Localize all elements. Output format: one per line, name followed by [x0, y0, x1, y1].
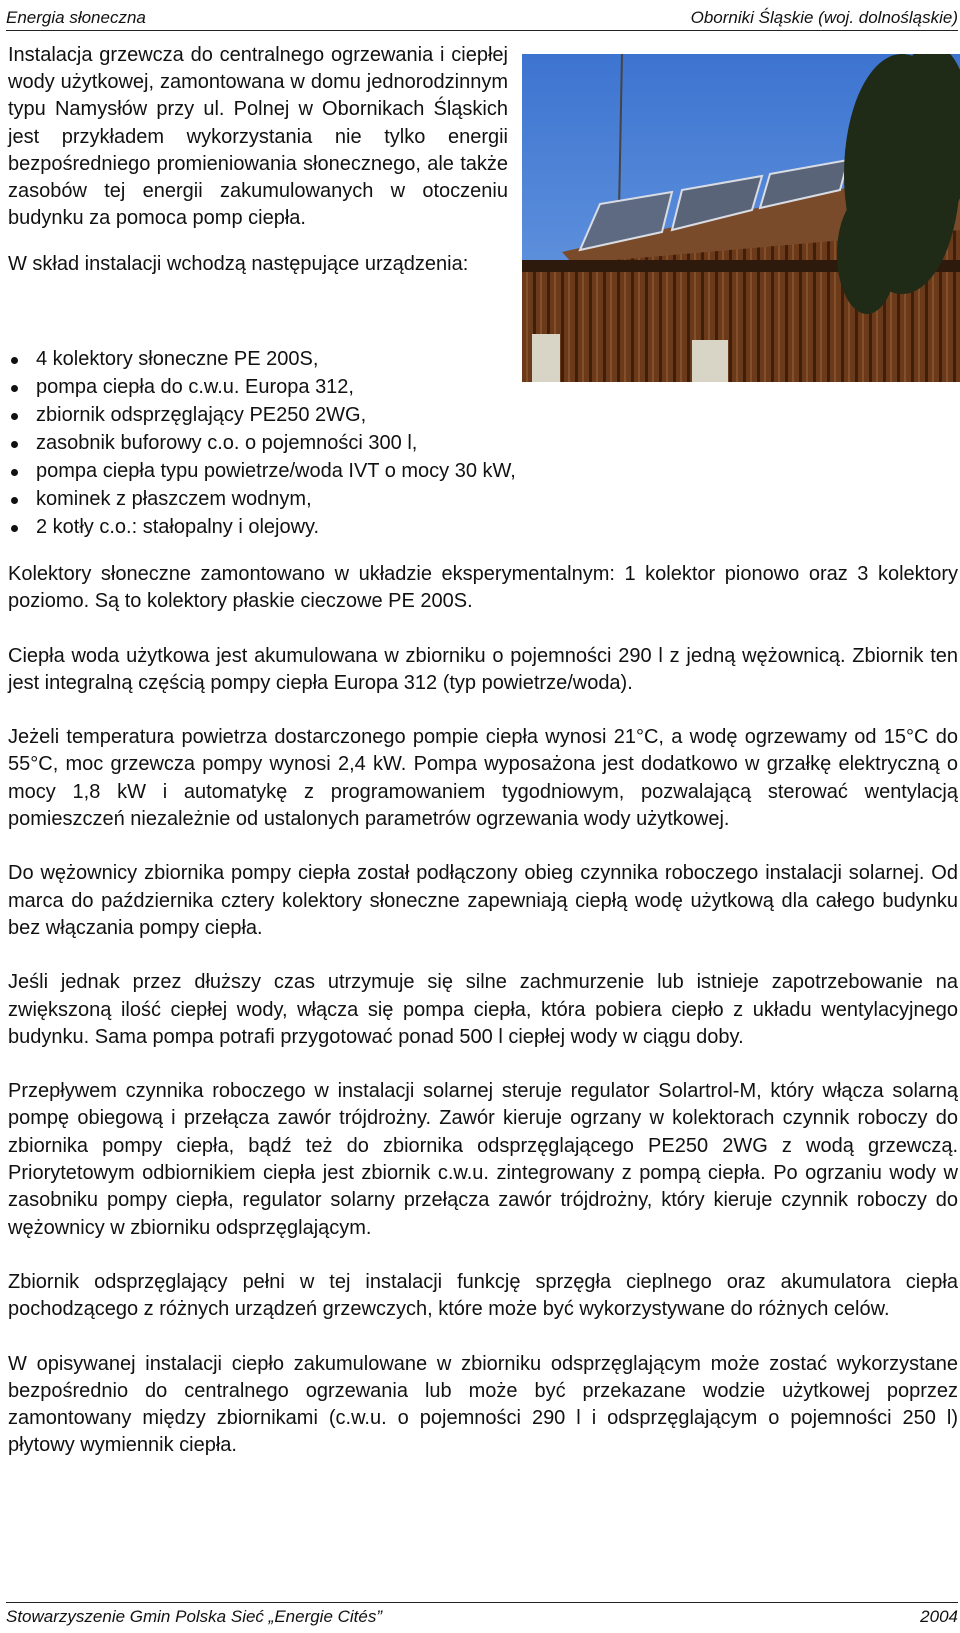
list-item: 4 kolektory słoneczne PE 200S,: [8, 345, 708, 373]
list-item: pompa ciepła typu powietrze/woda IVT o mocy 30 kW,: [8, 457, 708, 485]
header-title: Energia słoneczna: [6, 8, 146, 27]
device-list-lead: W skład instalacji wchodzą następujące urządzenia:: [8, 253, 469, 276]
list-item: zasobnik buforowy c.o. o pojemności 300 l,: [8, 429, 708, 457]
list-item: zbiornik odsprzęglający PE250 2WG,: [8, 401, 708, 429]
paragraph-buffer: Zbiornik odsprzęglający pełni w tej instalacji funkcję sprzęgła cieplnego oraz akumulatora ciepła pochodzącego z różnych urządzeń grzewczych, które może być wykorzystywane do różnych celów.: [8, 1270, 958, 1321]
paragraph-exchanger: W opisywanej instalacji ciepło zakumulowane w zbiorniku odsprzęglającym może zostać wykorzystane bezpośrednio do centralnego ogrzewania lub może być przekazane wodzie użytkowej poprzez zamontowany między zbiornikami (c.w.u. o pojemności 290 l i odsprzęglającym o pojemności 250 l) płytowy wymiennik ciepła.: [8, 1352, 958, 1457]
footer-publisher: Stowarzyszenie Gmin Polska Sieć „Energie Cités”: [6, 1607, 383, 1626]
footer-year: 2004: [920, 1607, 958, 1626]
house-photo-illustration: [522, 54, 960, 382]
house-solar-photo: [522, 54, 960, 382]
header-location: Oborniki Śląskie (woj. dolnośląskie): [690, 8, 958, 27]
running-header: [6, 2, 958, 31]
intro-section: [8, 42, 508, 279]
list-item: 2 kotły c.o.: stałopalny i olejowy.: [8, 513, 708, 541]
device-list: [8, 345, 708, 541]
paragraph-regulator: Przepływem czynnika roboczego w instalacji solarnej steruje regulator Solartrol-M, który włącza solarną pompę obiegową i przełącza zawór trójdrożny. Zawór kieruje ogrzany w kolektorach czynnik roboczy do zbiornika pompy ciepła, bądź też do zbiornika odsprzęglającego PE250 2WG z wodą grzewczą. Priorytetowym odbiornikiem ciepła jest zbiornik c.w.u. zintegrowany z pompą ciepła. Po ogrzaniu wody w zasobniku pompy ciepła, regulator solarny przełącza zawór trójdrożny, który kieruje czynnik roboczy do wężownicy w zbiorniku odsprzęglającym.: [8, 1080, 958, 1239]
paragraph-heat-pump: Jeżeli temperatura powietrza dostarczonego pompie ciepła wynosi 21°C, a wodę ogrzewamy od 15°C do 55°C, moc grzewcza pompy wynosi 2,4 kW. Pompa wyposażona jest dodatkowo w grzałkę elektryczną o mocy 1,8 kW i automatykę z programowaniem tygodniowym, pozwalającą sterować wentylacją pomieszczeń niezależnie od ustalonych parametrów ogrzewania wody użytkowej.: [8, 726, 958, 831]
paragraph-solar-loop: Do wężownicy zbiornika pompy ciepła został podłączony obieg czynnika roboczego instalacji solarnej. Od marca do października cztery kolektory słoneczne zapewniają ciepłą wodę użytkową dla całego budynku bez włączania pompy ciepła.: [8, 862, 958, 939]
body-text: [8, 561, 958, 1487]
running-footer: [6, 1602, 958, 1633]
list-item: pompa ciepła do c.w.u. Europa 312,: [8, 373, 708, 401]
paragraph-collectors: Kolektory słoneczne zamontowano w układzie eksperymentalnym: 1 kolektor pionowo oraz 3 kolektory poziomo. Są to kolektory płaskie cieczowe PE 200S.: [8, 563, 958, 613]
paragraph-cloudy: Jeśli jednak przez dłuższy czas utrzymuje się silne zachmurzenie lub istnieje zapotrzebowanie na zwiększoną ilość ciepłej wody, włącza się pompa ciepła, która pobiera ciepło z układu wentylacyjnego budynku. Sama pompa potrafi przygotować ponad 500 l ciepłej wody w ciągu doby.: [8, 971, 958, 1048]
paragraph-hot-water: Ciepła woda użytkowa jest akumulowana w zbiorniku o pojemności 290 l z jedną wężownicą. Zbiornik ten jest integralną częścią pompy ciepła Europa 312 (typ powietrze/woda).: [8, 644, 958, 694]
intro-paragraph: Instalacja grzewcza do centralnego ogrzewania i ciepłej wody użytkowej, zamontowana w domu jednorodzinnym typu Namysłów przy ul. Polnej w Obornikach Śląskich jest przykładem wykorzystania nie tylko energii bezpośredniego promieniowania słonecznego, ale także zasobów tej energii zakumulowanych w otoczeniu budynku za pomoca pomp ciepła.: [8, 44, 508, 230]
list-item: kominek z płaszczem wodnym,: [8, 485, 708, 513]
